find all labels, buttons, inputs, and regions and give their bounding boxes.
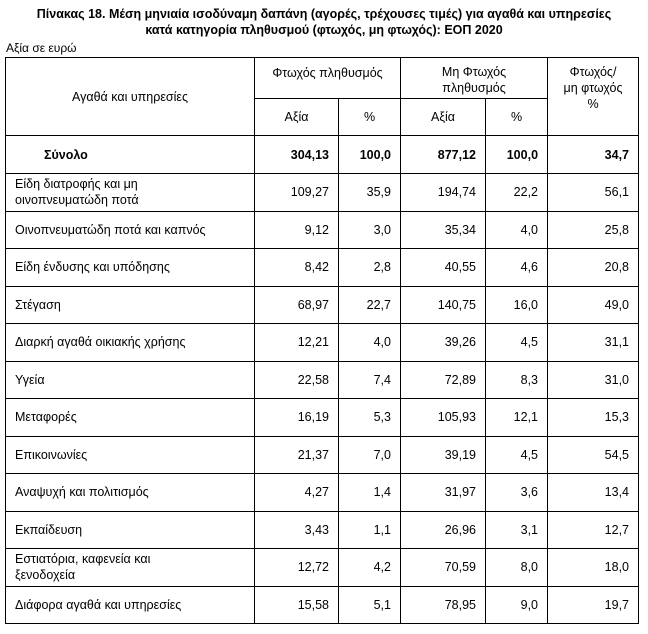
row-label bbox=[6, 324, 255, 362]
cell-ratio: 15,3 bbox=[548, 399, 639, 437]
total-nonpoor-value: 877,12 bbox=[401, 136, 486, 174]
row-label bbox=[6, 511, 255, 549]
cell-poor-value: 9,12 bbox=[255, 211, 339, 249]
cell-ratio: 31,1 bbox=[548, 324, 639, 362]
cell-ratio: 13,4 bbox=[548, 474, 639, 512]
row-label-line-1: Μεταφορές bbox=[15, 410, 77, 425]
row-label bbox=[6, 211, 255, 249]
row-label-line-1: Στέγαση bbox=[15, 297, 61, 312]
row-label-line-1: Αναψυχή και πολιτισμός bbox=[15, 485, 149, 500]
table-row bbox=[6, 286, 639, 324]
cell-poor-pct: 7,0 bbox=[339, 436, 401, 474]
cell-poor-value: 12,21 bbox=[255, 324, 339, 362]
cell-nonpoor-value: 70,59 bbox=[401, 549, 486, 587]
cell-nonpoor-value: 105,93 bbox=[401, 399, 486, 437]
table-row bbox=[6, 399, 639, 437]
header-value-nonpoor: Αξία bbox=[401, 99, 486, 136]
cell-nonpoor-pct: 9,0 bbox=[486, 586, 548, 624]
cell-ratio: 18,0 bbox=[548, 549, 639, 587]
header-nonpoor-line-1: Μη Φτωχός bbox=[441, 65, 507, 79]
header-ratio-line-3: % bbox=[587, 97, 599, 111]
table-row bbox=[6, 361, 639, 399]
header-pct-nonpoor: % bbox=[486, 99, 548, 136]
row-label-line-1: Επικοινωνίες bbox=[15, 447, 88, 462]
cell-poor-pct: 7,4 bbox=[339, 361, 401, 399]
cell-nonpoor-value: 78,95 bbox=[401, 586, 486, 624]
row-label-line-2: ξενοδοχεία bbox=[15, 568, 76, 583]
row-label-line-1: Υγεία bbox=[15, 372, 45, 387]
cell-nonpoor-value: 140,75 bbox=[401, 286, 486, 324]
header-value-poor: Αξία bbox=[255, 99, 339, 136]
row-label bbox=[6, 249, 255, 287]
cell-nonpoor-pct: 12,1 bbox=[486, 399, 548, 437]
row-label-line-1: Εστιατόρια, καφενεία και bbox=[15, 552, 151, 567]
cell-poor-pct: 1,1 bbox=[339, 511, 401, 549]
total-poor-pct: 100,0 bbox=[339, 136, 401, 174]
header-ratio bbox=[548, 58, 639, 136]
total-row bbox=[6, 136, 639, 174]
header-goods: Αγαθά και υπηρεσίες bbox=[6, 58, 255, 136]
cell-nonpoor-value: 40,55 bbox=[401, 249, 486, 287]
row-label-line-1: Είδη διατροφής και μη bbox=[15, 177, 138, 192]
title-line-1: Πίνακας 18. Μέση μηνιαία ισοδύναμη δαπάνη (αγορές, τρέχουσες τιμές) για αγαθά και υπηρεσίες bbox=[36, 7, 612, 21]
header-nonpoor-line-2: πληθυσμός bbox=[442, 81, 506, 95]
row-label-line-1: Διαρκή αγαθά οικιακής χρήσης bbox=[15, 335, 186, 350]
cell-poor-pct: 4,0 bbox=[339, 324, 401, 362]
table-row bbox=[6, 549, 639, 587]
row-label bbox=[6, 174, 255, 212]
header-poor: Φτωχός πληθυσμός bbox=[255, 58, 401, 99]
cell-poor-value: 15,58 bbox=[255, 586, 339, 624]
row-label-line-1: Είδη ένδυσης και υπόδησης bbox=[15, 260, 170, 275]
table-body bbox=[6, 174, 639, 624]
cell-nonpoor-pct: 4,5 bbox=[486, 436, 548, 474]
cell-ratio: 54,5 bbox=[548, 436, 639, 474]
table-row bbox=[6, 474, 639, 512]
cell-nonpoor-pct: 3,6 bbox=[486, 474, 548, 512]
table-row bbox=[6, 211, 639, 249]
cell-nonpoor-value: 26,96 bbox=[401, 511, 486, 549]
cell-nonpoor-value: 72,89 bbox=[401, 361, 486, 399]
table-title bbox=[0, 6, 648, 38]
row-label-line-1: Οινοπνευματώδη ποτά και καπνός bbox=[15, 222, 206, 237]
cell-poor-pct: 3,0 bbox=[339, 211, 401, 249]
total-ratio: 34,7 bbox=[548, 136, 639, 174]
cell-poor-value: 8,42 bbox=[255, 249, 339, 287]
cell-nonpoor-value: 194,74 bbox=[401, 174, 486, 212]
table-row bbox=[6, 586, 639, 624]
cell-poor-pct: 2,8 bbox=[339, 249, 401, 287]
cell-ratio: 20,8 bbox=[548, 249, 639, 287]
row-label bbox=[6, 549, 255, 587]
table-row bbox=[6, 511, 639, 549]
cell-ratio: 56,1 bbox=[548, 174, 639, 212]
cell-poor-pct: 35,9 bbox=[339, 174, 401, 212]
cell-nonpoor-pct: 8,3 bbox=[486, 361, 548, 399]
table-row bbox=[6, 174, 639, 212]
row-label-line-1: Διάφορα αγαθά και υπηρεσίες bbox=[15, 597, 182, 612]
total-nonpoor-pct: 100,0 bbox=[486, 136, 548, 174]
cell-nonpoor-pct: 3,1 bbox=[486, 511, 548, 549]
cell-nonpoor-pct: 8,0 bbox=[486, 549, 548, 587]
cell-poor-value: 68,97 bbox=[255, 286, 339, 324]
cell-poor-value: 16,19 bbox=[255, 399, 339, 437]
cell-ratio: 25,8 bbox=[548, 211, 639, 249]
cell-poor-pct: 4,2 bbox=[339, 549, 401, 587]
table-row bbox=[6, 249, 639, 287]
cell-poor-pct: 5,3 bbox=[339, 399, 401, 437]
table-row bbox=[6, 436, 639, 474]
header-nonpoor bbox=[401, 58, 548, 99]
cell-poor-value: 109,27 bbox=[255, 174, 339, 212]
unit-note: Αξία σε ευρώ bbox=[6, 41, 77, 55]
cell-ratio: 19,7 bbox=[548, 586, 639, 624]
row-label bbox=[6, 399, 255, 437]
header-pct-poor: % bbox=[339, 99, 401, 136]
cell-nonpoor-pct: 22,2 bbox=[486, 174, 548, 212]
total-poor-value: 304,13 bbox=[255, 136, 339, 174]
cell-nonpoor-pct: 4,6 bbox=[486, 249, 548, 287]
cell-nonpoor-pct: 4,5 bbox=[486, 324, 548, 362]
cell-poor-value: 3,43 bbox=[255, 511, 339, 549]
header-row-1 bbox=[6, 58, 639, 99]
row-label bbox=[6, 586, 255, 624]
title-line-2: κατά κατηγορία πληθυσμού (φτωχός, μη φτωχός): ΕΟΠ 2020 bbox=[145, 23, 503, 37]
row-label-line-1: Εκπαίδευση bbox=[15, 522, 83, 537]
header-ratio-line-1: Φτωχός/ bbox=[569, 65, 617, 79]
cell-ratio: 31,0 bbox=[548, 361, 639, 399]
cell-nonpoor-value: 31,97 bbox=[401, 474, 486, 512]
cell-poor-value: 12,72 bbox=[255, 549, 339, 587]
header-ratio-line-2: μη φτωχός bbox=[563, 81, 623, 95]
table-row bbox=[6, 324, 639, 362]
row-label bbox=[6, 361, 255, 399]
cell-poor-value: 22,58 bbox=[255, 361, 339, 399]
cell-poor-pct: 22,7 bbox=[339, 286, 401, 324]
cell-ratio: 12,7 bbox=[548, 511, 639, 549]
cell-poor-pct: 5,1 bbox=[339, 586, 401, 624]
cell-ratio: 49,0 bbox=[548, 286, 639, 324]
row-label bbox=[6, 474, 255, 512]
cell-poor-pct: 1,4 bbox=[339, 474, 401, 512]
cell-nonpoor-pct: 4,0 bbox=[486, 211, 548, 249]
cell-poor-value: 21,37 bbox=[255, 436, 339, 474]
row-label-line-2: οινοπνευματώδη ποτά bbox=[15, 193, 139, 208]
cell-poor-value: 4,27 bbox=[255, 474, 339, 512]
expenditure-table bbox=[5, 57, 639, 624]
cell-nonpoor-value: 39,26 bbox=[401, 324, 486, 362]
cell-nonpoor-value: 35,34 bbox=[401, 211, 486, 249]
row-label bbox=[6, 436, 255, 474]
row-label bbox=[6, 286, 255, 324]
total-label: Σύνολο bbox=[6, 136, 255, 174]
cell-nonpoor-pct: 16,0 bbox=[486, 286, 548, 324]
cell-nonpoor-value: 39,19 bbox=[401, 436, 486, 474]
